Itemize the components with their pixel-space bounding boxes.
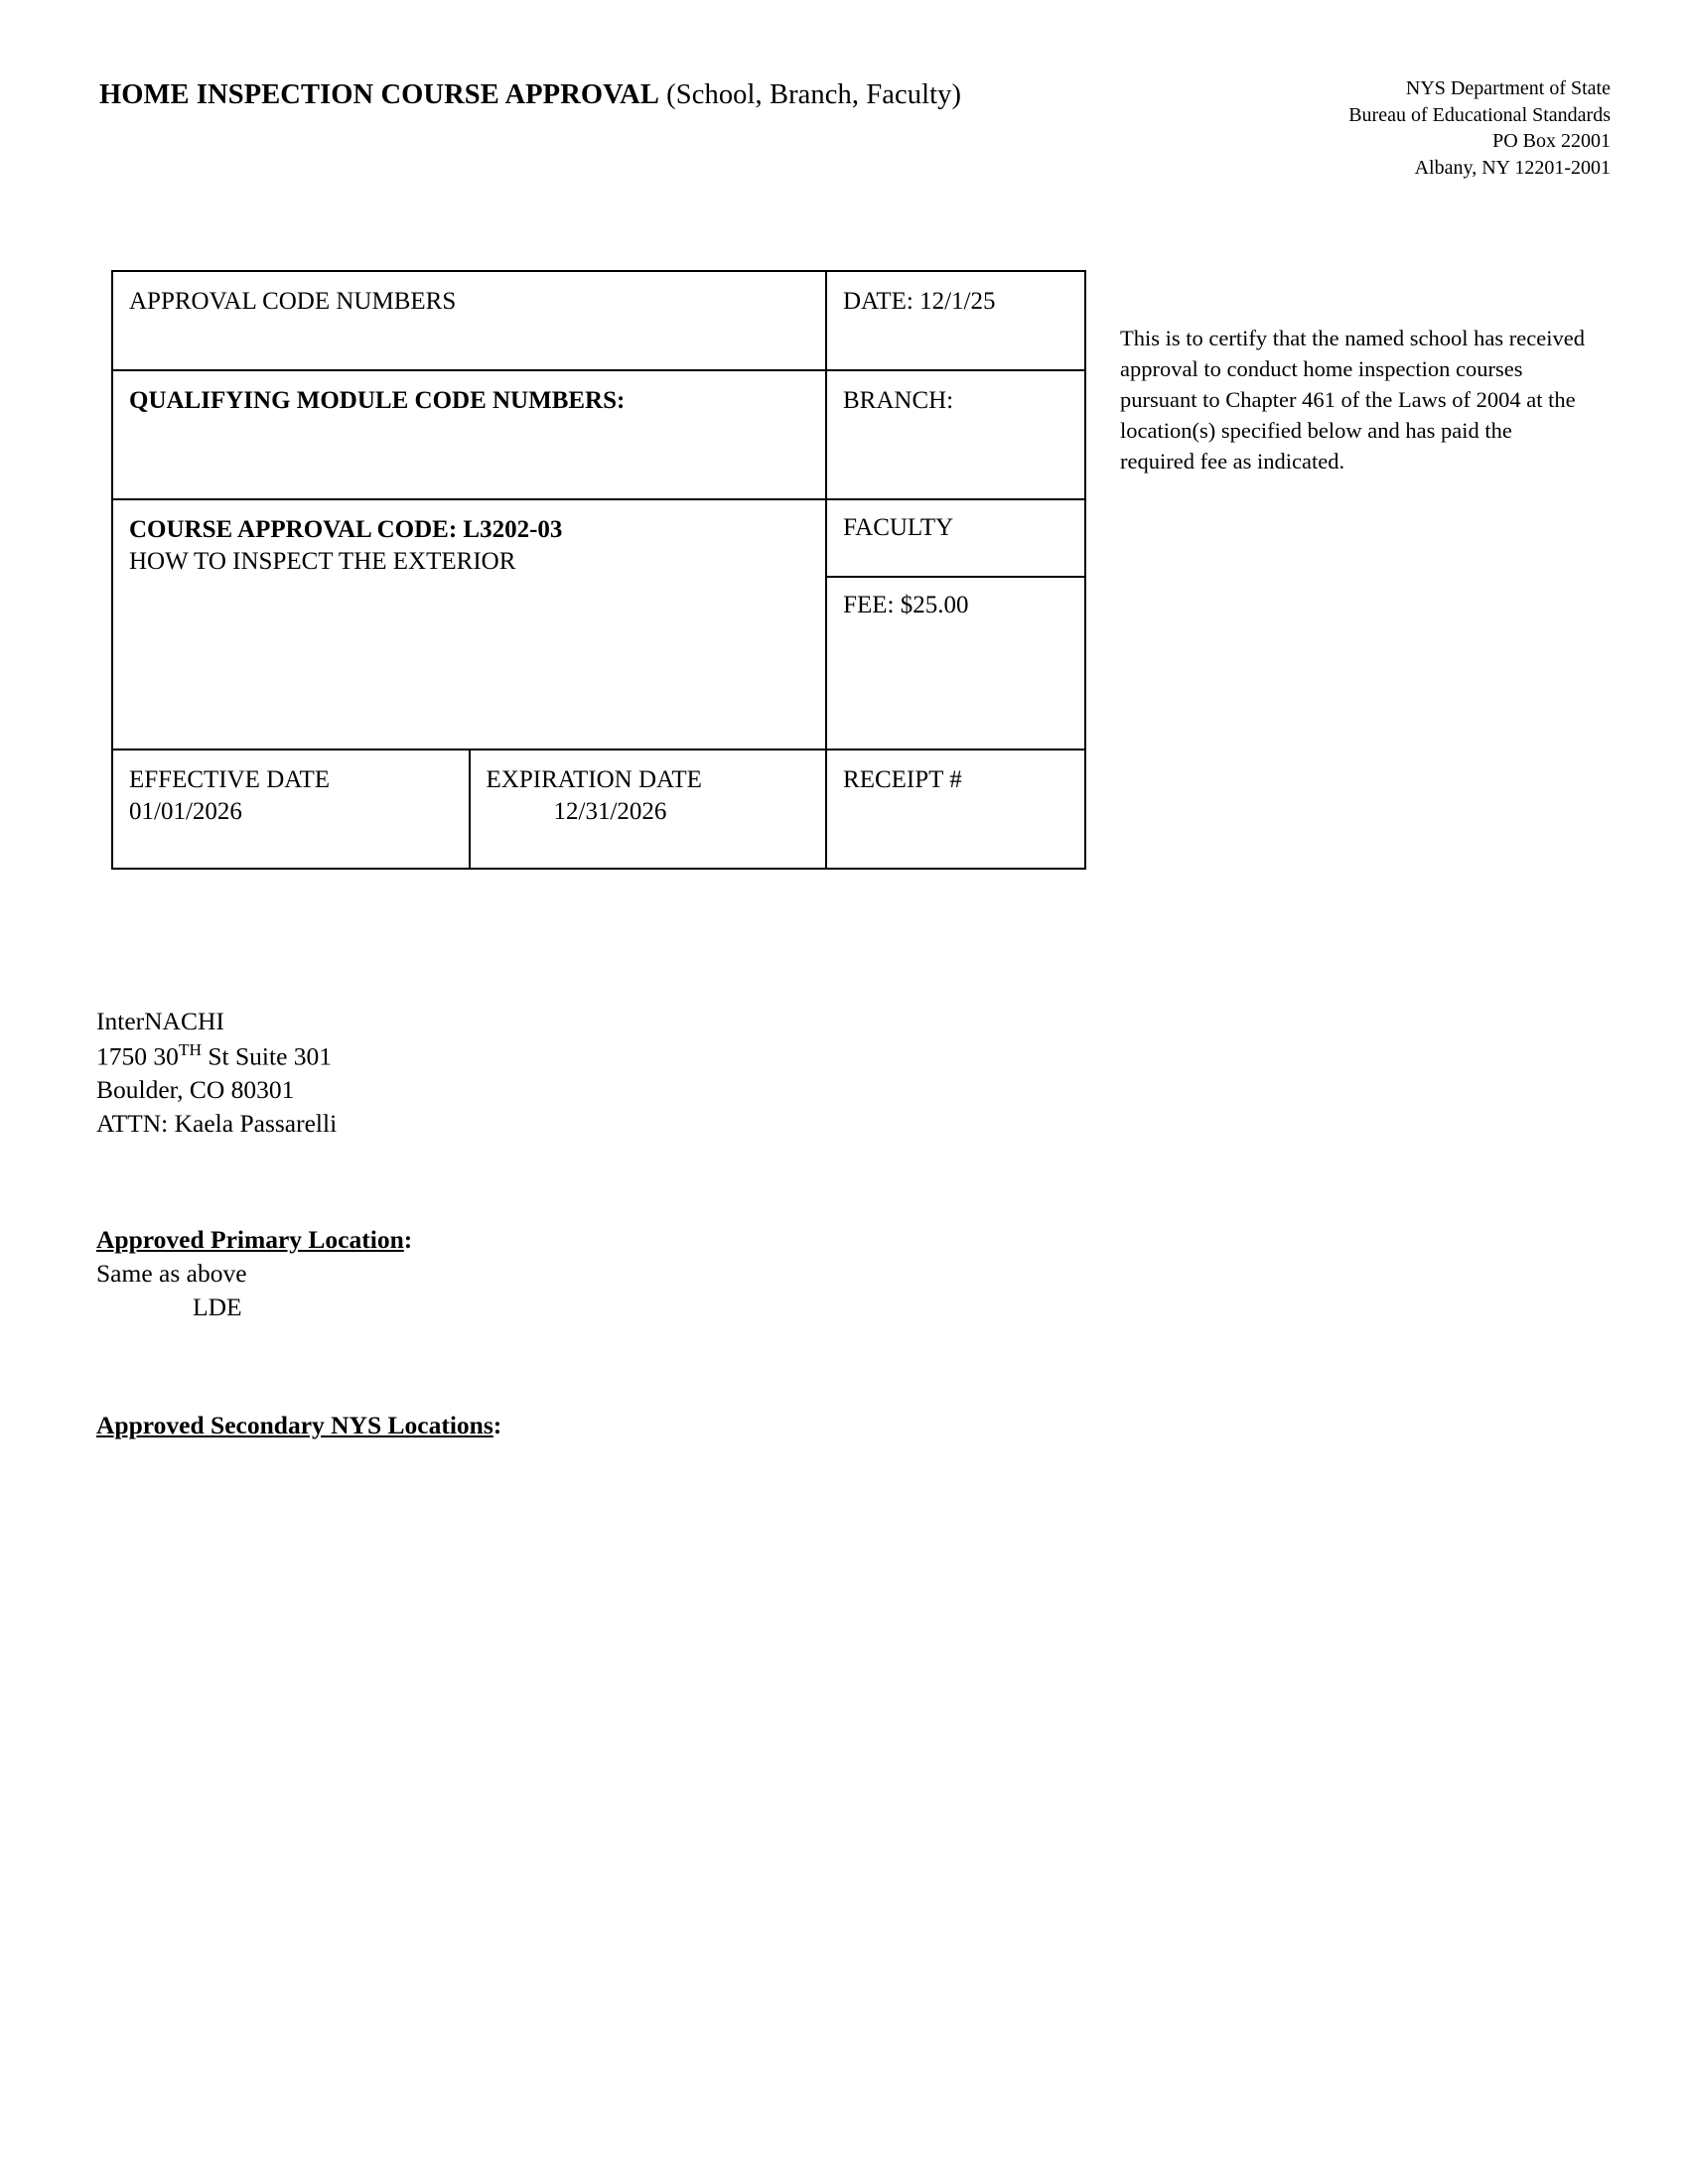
faculty-fee-column <box>827 500 1084 749</box>
approved-secondary-locations <box>96 1411 501 1440</box>
page-title-plain: (School, Branch, Faculty) <box>658 79 962 110</box>
primary-location-colon: : <box>403 1225 413 1254</box>
table-row <box>113 500 1084 751</box>
effective-date-cell <box>113 751 471 868</box>
expiration-date-value: 12/31/2026 <box>553 798 667 825</box>
approval-date-value: DATE: 12/1/25 <box>843 288 996 315</box>
agency-line-1: NYS Department of State <box>1405 77 1611 99</box>
school-street-pre: 1750 30 <box>96 1041 179 1071</box>
school-street-post: St Suite 301 <box>201 1041 333 1071</box>
table-row <box>113 371 1084 500</box>
qualifying-module-code-label <box>113 371 827 498</box>
agency-line-3: PO Box 22001 <box>1492 130 1611 153</box>
school-street <box>96 1038 337 1073</box>
primary-location-heading-row <box>96 1223 412 1257</box>
school-address-block <box>96 1005 337 1141</box>
approval-code-numbers-label: APPROVAL CODE NUMBERS <box>113 272 827 369</box>
school-city-state-zip: Boulder, CO 80301 <box>96 1075 295 1105</box>
course-title: HOW TO INSPECT THE EXTERIOR <box>129 548 516 575</box>
faculty-label: FACULTY <box>827 500 1084 578</box>
agency-line-4: Albany, NY 12201-2001 <box>1414 156 1611 179</box>
table-row <box>113 751 1084 868</box>
school-attn: ATTN: Kaela Passarelli <box>96 1109 338 1139</box>
course-approval-cell <box>113 500 827 749</box>
table-row <box>113 272 1084 371</box>
approved-primary-location <box>96 1223 412 1324</box>
secondary-location-colon: : <box>492 1411 502 1439</box>
certification-paragraph: This is to certify that the named school has received approval to conduct home inspection courses pursuant to Chapter 461 of the Laws of 2004 at the location(s) specified below and has paid the required fee as indicated. <box>1120 326 1585 475</box>
agency-line-2: Bureau of Educational Standards <box>1348 103 1611 126</box>
school-street-ordinal: TH <box>178 1039 202 1059</box>
expiration-date-label: EXPIRATION DATE <box>486 766 702 793</box>
course-approval-code: COURSE APPROVAL CODE: L3202-03 <box>129 516 563 543</box>
receipt-number-label: RECEIPT # <box>843 766 962 793</box>
fee-value: FEE: $25.00 <box>843 592 969 618</box>
school-name: InterNACHI <box>96 1007 224 1035</box>
primary-location-value: Same as above <box>96 1258 247 1288</box>
document-header <box>99 79 1611 208</box>
primary-location-note: LDE <box>193 1292 242 1321</box>
primary-location-heading: Approved Primary Location <box>96 1225 404 1254</box>
secondary-location-heading: Approved Secondary NYS Locations <box>96 1411 493 1439</box>
approval-table <box>111 270 1086 870</box>
agency-address-block <box>1348 75 1611 181</box>
effective-date-value: 01/01/2026 <box>129 798 242 825</box>
page-title <box>99 79 961 111</box>
page-title-bold: HOME INSPECTION COURSE APPROVAL <box>99 79 659 110</box>
effective-date-label: EFFECTIVE DATE <box>129 766 331 793</box>
branch-label: BRANCH: <box>843 387 954 414</box>
expiration-date-cell <box>471 751 828 868</box>
qualifying-module-code-text: QUALIFYING MODULE CODE NUMBERS: <box>129 387 626 414</box>
